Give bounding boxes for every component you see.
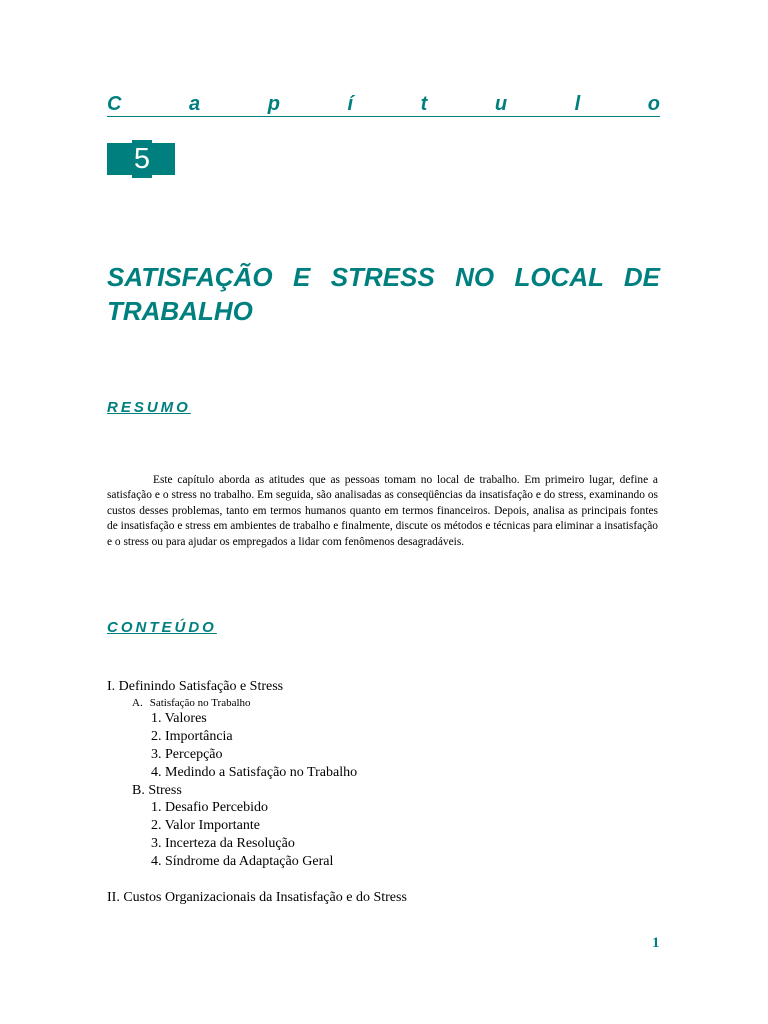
outline-section-a-title: Satisfação no Trabalho (149, 697, 251, 709)
outline-section-a-label: A. (132, 697, 143, 709)
outline-item: 1. Valores (151, 711, 207, 726)
outline-item: 3. Incerteza da Resolução (151, 836, 295, 851)
chapter-letter: í (347, 93, 354, 115)
outline-section-b: B. Stress (132, 783, 182, 798)
outline-item: 1. Desafio Percebido (151, 800, 269, 815)
outline-part-1: I. Definindo Satisfação e Stress (107, 679, 284, 694)
outline-item: 4. Síndrome da Adaptação Geral (151, 854, 334, 869)
chapter-letter: C (107, 93, 122, 115)
summary-heading: RESUMO (107, 399, 191, 416)
outline-item: 2. Importância (151, 729, 233, 744)
chapter-rule (107, 116, 660, 117)
chapter-letter: l (574, 93, 581, 115)
outline-item: 2. Valor Importante (151, 818, 260, 833)
contents-heading: CONTEÚDO (107, 619, 217, 636)
chapter-number: 5 (132, 140, 152, 178)
chapter-letter: u (494, 93, 508, 115)
outline-item: 3. Percepção (151, 747, 223, 762)
chapter-letter: a (189, 93, 201, 115)
chapter-letter: p (267, 93, 280, 115)
chapter-letter: t (420, 93, 428, 115)
outline-part-2: II. Custos Organizacionais da Insatisfação e do Stress (107, 890, 407, 905)
page-number: 1 (652, 935, 660, 951)
chapter-letter: o (647, 93, 660, 115)
outline-item: 4. Medindo a Satisfação no Trabalho (151, 765, 358, 780)
chapter-word (107, 92, 660, 116)
summary-text: Este capítulo aborda as atitudes que as pessoas tomam no local de trabalho. Em primeiro lugar, define a satisfação e o stress no trabalho. Em seguida, são analisadas as conseqüências da insatisfação e do stress, examinando os custos desses problemas, tanto em termos humanos quanto em termos financeiros. Depois, analisa as principais fontes de insatisfação e stress em ambientes de trabalho e finalmente, discute os métodos e técnicas para eliminar a insatisfação e o stress ou para ajudar os empregados a lidar com fenômenos desagradáveis. (107, 474, 658, 548)
chapter-title: SATISFAÇÃO E STRESS NO LOCAL DE TRABALHO (107, 262, 660, 326)
